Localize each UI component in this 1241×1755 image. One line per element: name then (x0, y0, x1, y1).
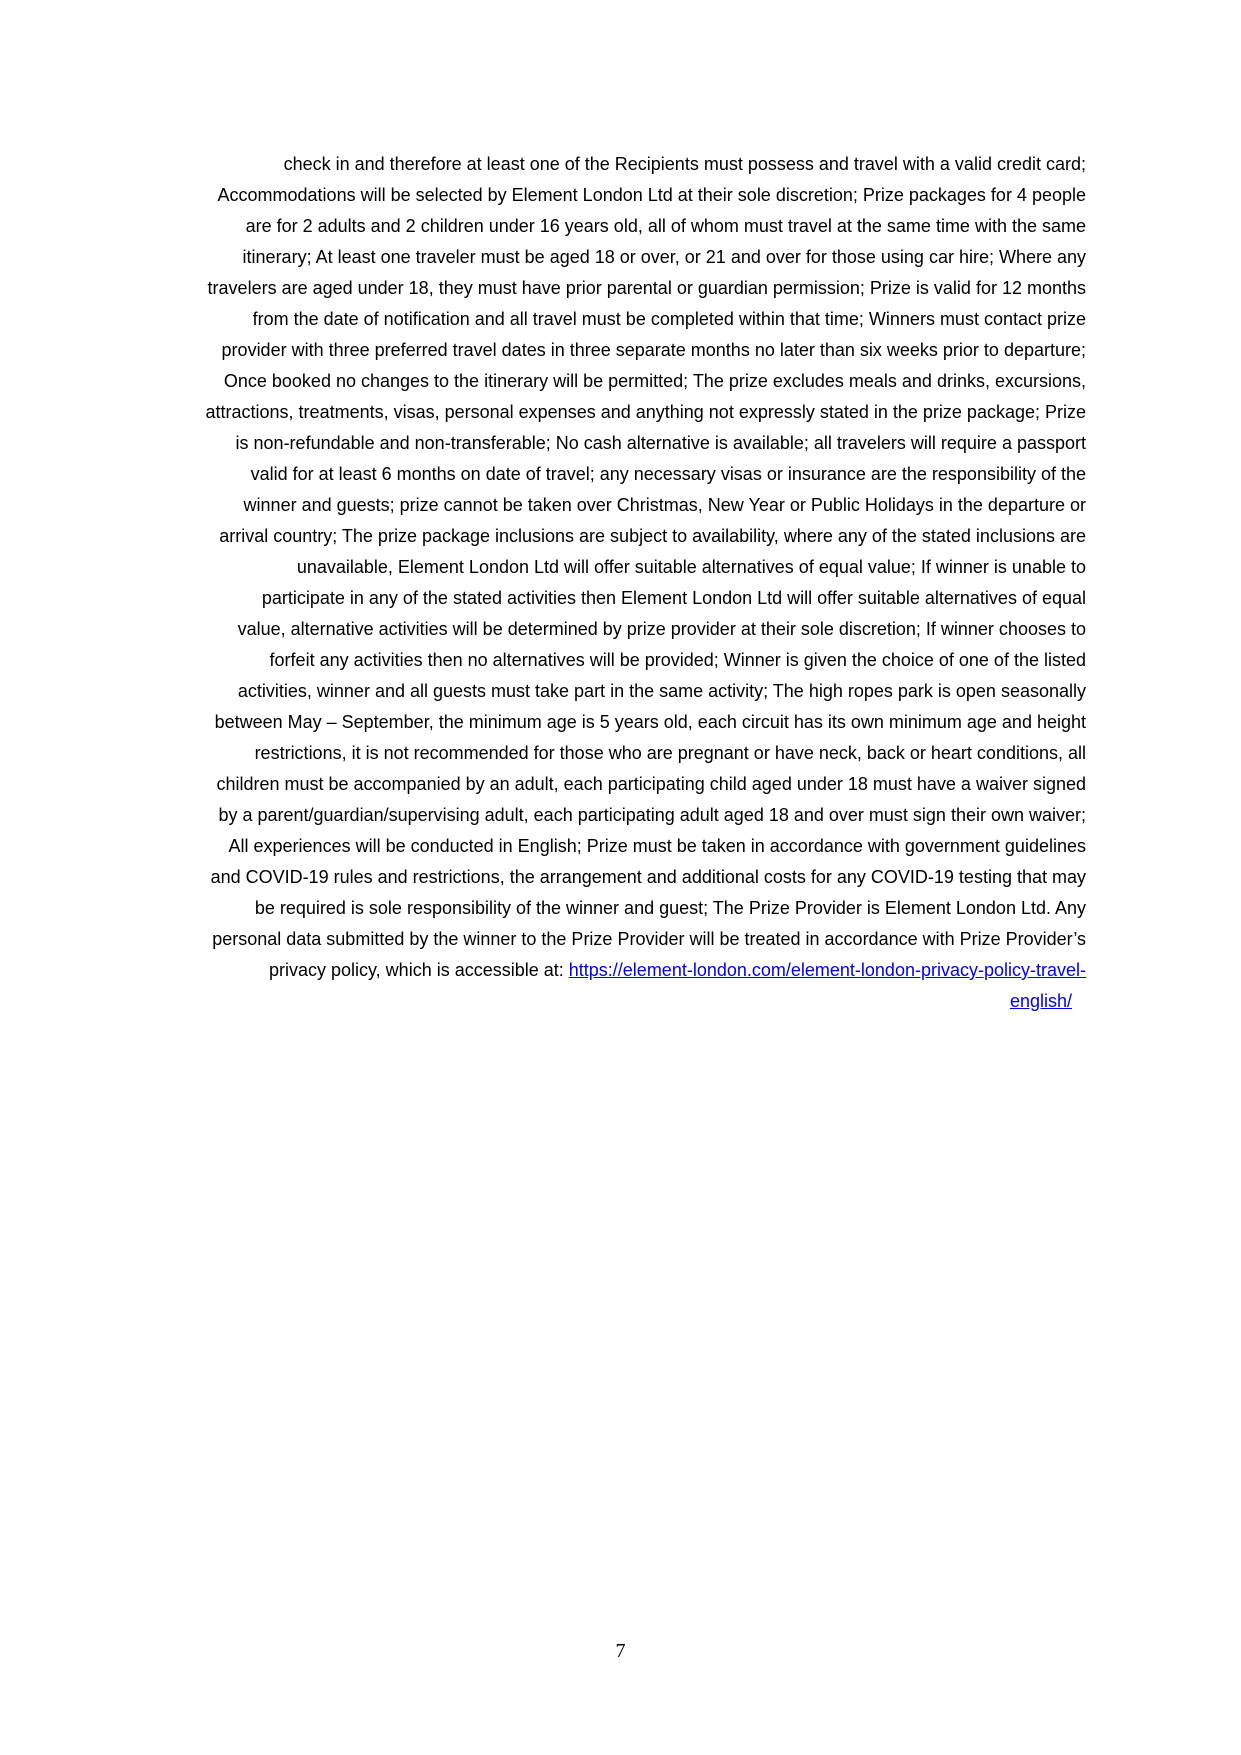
terms-line: winner and guests; prize cannot be taken over Christmas, New Year or Public Holidays in the departure or (243, 495, 1086, 515)
terms-line: activities, winner and all guests must take part in the same activity; The high ropes park is open seasonally (237, 681, 1086, 701)
terms-line: personal data submitted by the winner to the Prize Provider will be treated in accordance with Prize Provider’s (212, 929, 1086, 949)
privacy-policy-link-continued (96, 986, 1086, 1017)
privacy-policy-link-end[interactable]: english/ (1009, 991, 1072, 1011)
terms-line: children must be accompanied by an adult, each participating child aged under 18 must have a waiver signed (216, 774, 1086, 794)
terms-line: is non-refundable and non-transferable; No cash alternative is available; all travelers will require a passport (235, 433, 1086, 453)
terms-line: value, alternative activities will be determined by prize provider at their sole discretion; If winner chooses to (237, 619, 1086, 639)
terms-line: valid for at least 6 months on date of travel; any necessary visas or insurance are the responsibility of the (250, 464, 1086, 484)
privacy-policy-link[interactable]: https://element-london.com/element-london-privacy-policy-travel- (568, 960, 1086, 980)
terms-line: participate in any of the stated activities then Element London Ltd will offer suitable alternatives of equal (261, 588, 1086, 608)
terms-line: be required is sole responsibility of the winner and guest; The Prize Provider is Element London Ltd. Any (254, 898, 1086, 918)
privacy-policy-prefix: privacy policy, which is accessible at: (268, 960, 569, 980)
terms-line: by a parent/guardian/supervising adult, each participating adult aged 18 and over must sign their own waiver; (218, 805, 1086, 825)
terms-line: unavailable, Element London Ltd will offer suitable alternatives of equal value; If winner is unable to (296, 557, 1086, 577)
terms-line: between May – September, the minimum age is 5 years old, each circuit has its own minimum age and height (214, 712, 1086, 732)
terms-line: are for 2 adults and 2 children under 16 years old, all of whom must travel at the same time with the same (245, 216, 1086, 236)
terms-line: forfeit any activities then no alternatives will be provided; Winner is given the choice of one of the listed (269, 650, 1086, 670)
page-number: 7 (615, 1640, 626, 1662)
terms-line: arrival country; The prize package inclusions are subject to availability, where any of the stated inclusions are (219, 526, 1086, 546)
terms-line: provider with three preferred travel dates in three separate months no later than six weeks prior to departure; (221, 340, 1086, 360)
terms-line: check in and therefore at least one of the Recipients must possess and travel with a valid credit card; (283, 154, 1086, 174)
privacy-policy-line (96, 955, 1086, 986)
terms-line: restrictions, it is not recommended for those who are pregnant or have neck, back or heart conditions, all (254, 743, 1086, 763)
terms-text-block (96, 149, 1086, 1017)
terms-line: from the date of notification and all travel must be completed within that time; Winners must contact prize (252, 309, 1086, 329)
terms-line: Accommodations will be selected by Element London Ltd at their sole discretion; Prize packages for 4 people (217, 185, 1086, 205)
terms-line: itinerary; At least one traveler must be aged 18 or over, or 21 and over for those using car hire; Where any (242, 247, 1086, 267)
terms-line: and COVID-19 rules and restrictions, the arrangement and additional costs for any COVID-19 testing that may (210, 867, 1086, 887)
terms-line: travelers are aged under 18, they must have prior parental or guardian permission; Prize is valid for 12 months (207, 278, 1086, 298)
terms-line: attractions, treatments, visas, personal expenses and anything not expressly stated in the prize package; Prize (205, 402, 1086, 422)
terms-line: Once booked no changes to the itinerary will be permitted; The prize excludes meals and drinks, excursions, (223, 371, 1086, 391)
terms-line: All experiences will be conducted in English; Prize must be taken in accordance with government guidelines (228, 836, 1086, 856)
